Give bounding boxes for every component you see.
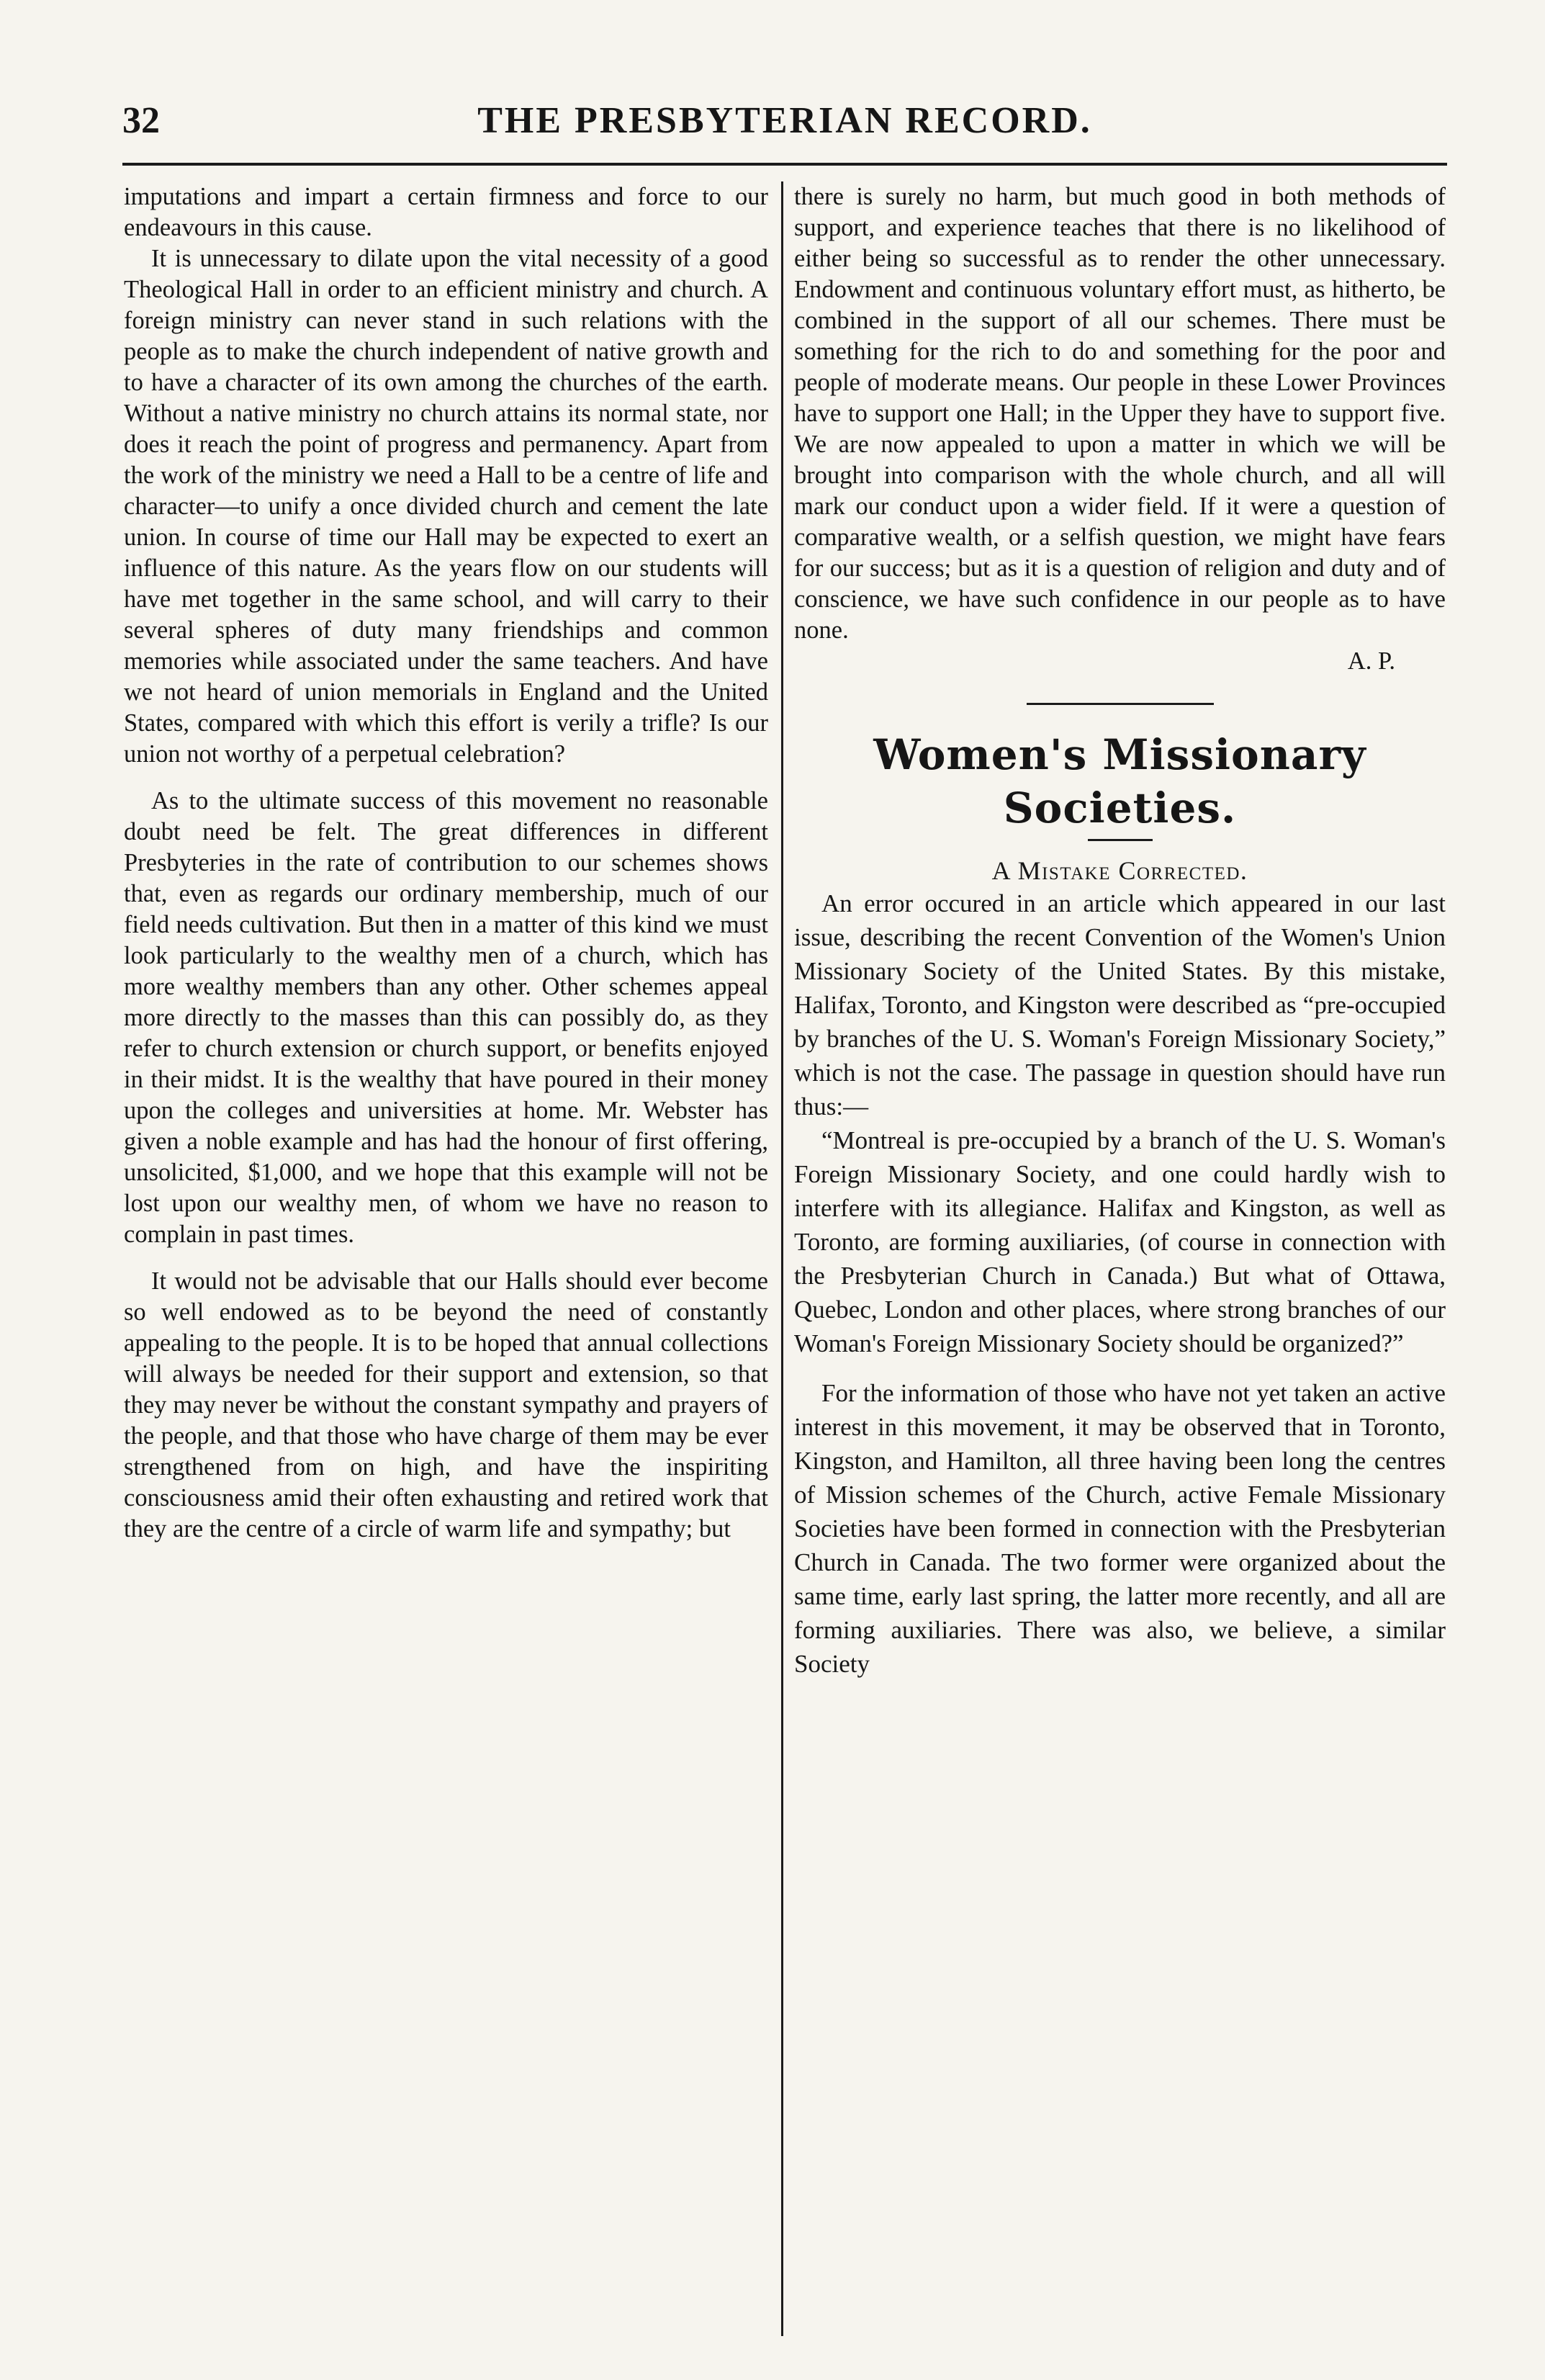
title-underline	[1088, 839, 1153, 841]
header-rule	[122, 163, 1447, 166]
article-quote: “Montreal is pre-occupied by a branch of the U. S. Woman's Foreign Missionary Society, and one could hardly wish to interfere with its allegiance. Halifax and Kingston, as well as Toronto, are forming auxiliaries, (of course in connection with the Presbyterian Church in Canada.) But what of Ottawa, Quebec, London and other places, where strong branches of our Woman's Foreign Missionary Society should be organized?”	[794, 1126, 1446, 1357]
page-header	[122, 85, 1447, 150]
author-signature: A. P.	[1347, 647, 1395, 675]
page-number: 32	[122, 100, 160, 141]
article-paragraph-2: For the information of those who have not yet taken an active interest in this movement, it may be observed that in Toronto, Kingston, and Hamilton, all three having been long the centres of Mission schemes of the Church, active Female Missionary Societies have been formed in connection with the Presbyterian Church in Canada. The two former were organized about the same time, early last spring, the latter more recently, and all are forming auxiliaries. There was also, we believe, a similar Society	[794, 1379, 1446, 1678]
right-column	[794, 181, 1446, 1681]
article-body	[794, 886, 1446, 1681]
section-divider	[1027, 703, 1214, 705]
article-paragraph-1: An error occured in an article which appeared in our last issue, describing the recent Convention of the Women's Union Missionary Society of the United States. By this mistake, Halifax, Toronto, and Kingston were described as “pre-occupied by branches of the U. S. Woman's Foreign Missionary Society,” which is not the case. The passage in question should have run thus:—	[794, 889, 1446, 1121]
right-paragraph-1: there is surely no harm, but much good in both methods of support, and experience teaches that there is no likelihood of either being so successful as to render the other unnecessary. Endowment and continuous voluntary effort must, as hitherto, be combined in the support of all our schemes. There must be something for the rich to do and something for the poor and people of moderate means. Our people in these Lower Provinces have to support one Hall; in the Upper they have to support five. We are now appealed to upon a matter in which we will be brought into comparison with the whole church, and all will mark our conduct upon a wider field. If it were a question of comparative wealth, or a selfish question, we might have fears for our success; but as it is a question of religion and duty and of conscience, we have such confidence in our people as to have none.	[794, 183, 1446, 644]
column-divider	[781, 181, 783, 2336]
left-paragraph-2: It is unnecessary to dilate upon the vital necessity of a good Theological Hall in order to an efficient ministry and church. A foreign ministry can never stand in such relations with the people as to make the church independent of native growth and to have a character of its own among the churches of the earth. Without a native ministry no church attains its normal state, nor does it reach the point of progress and permanency. Apart from the work of the ministry we need a Hall to be a centre of life and character—to unify a once divided church and cement the late union. In course of time our Hall may be expected to exert an influence of this nature. As the years flow on our students will have met together in the same school, and will carry to their several spheres of duty many friendships and common memories while associated under the same teachers. And have we not heard of union memorials in England and the United States, compared with which this effort is verily a trifle? Is our union not worthy of a perpetual celebration?	[124, 245, 768, 768]
left-paragraph-1: imputations and impart a certain firmness and force to our endeavours in this cause.	[124, 183, 768, 241]
left-paragraph-4: It would not be advisable that our Halls should ever become so well endowed as to be beyond the need of constantly appealing to the people. It is to be hoped that annual collections will always be needed for their support and extension, so that they may never be without the constant sympathy and prayers of the people, and that those who have charge of them may be ever strengthened from on high, and have the inspiriting consciousness amid their often exhausting and retired work that they are the centre of a circle of warm life and sympathy; but	[124, 1267, 768, 1542]
left-paragraph-3: As to the ultimate success of this movement no reasonable doubt need be felt. The great differences in different Presbyteries in the rate of contribution to our schemes shows that, even as regards our ordinary membership, much of our field needs cultivation. But then in a matter of this kind we must look particularly to the wealthy men of a church, which has more wealthy members than any other. Other schemes appeal more directly to the masses than this can possibly do, as they refer to church extension or church support, or benefits enjoyed in their midst. It is the wealthy that have poured in their money upon the colleges and universities at home. Mr. Webster has given a noble example and has had the honour of first offering, unsolicited, $1,000, and we hope that this example will not be lost upon our wealthy men, of whom we have no reason to complain in past times.	[124, 787, 768, 1248]
section-title: Women's Missionary Societies.	[873, 730, 1366, 832]
journal-title: THE PRESBYTERIAN RECORD.	[477, 100, 1092, 141]
left-column	[124, 181, 768, 1545]
article-subheading: A Mistake Corrected.	[991, 856, 1248, 885]
